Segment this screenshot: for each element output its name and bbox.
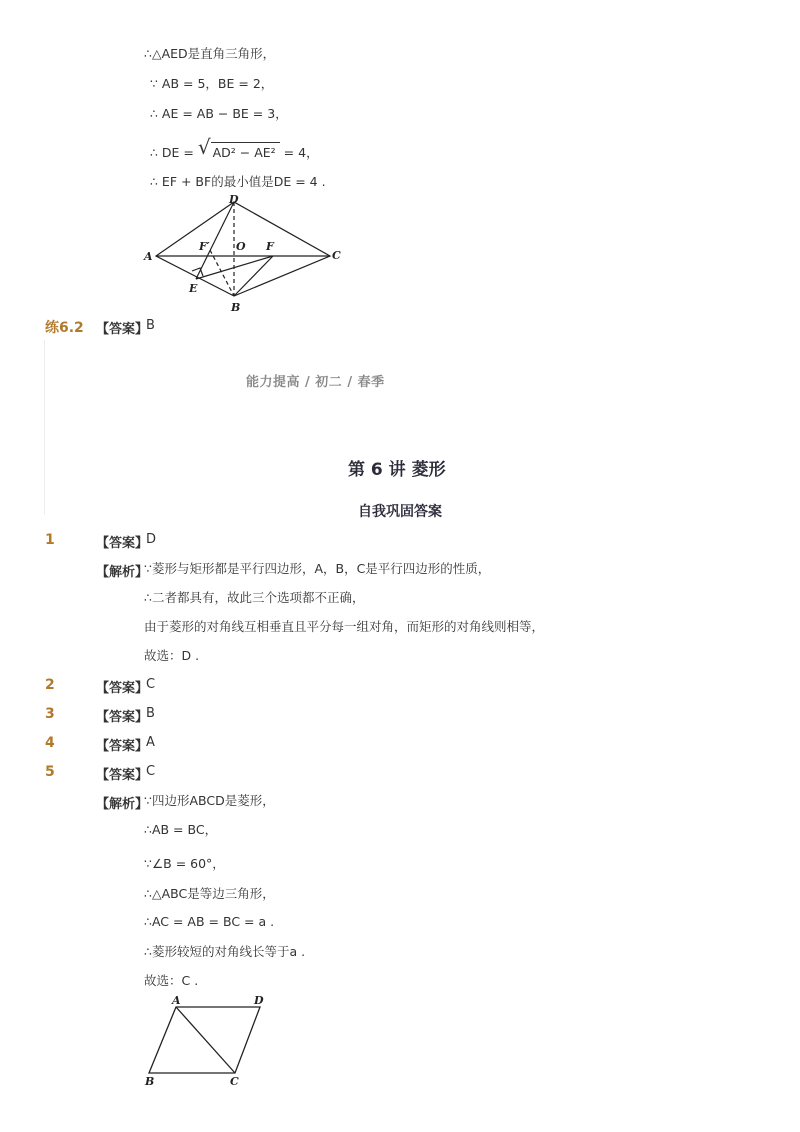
analysis-line: 故选：D . — [144, 648, 200, 663]
question-number: 1 — [45, 532, 55, 548]
sqrt-radicand: AD² − AE² — [211, 142, 280, 160]
answer-value: C — [146, 764, 156, 779]
label-B: B — [231, 301, 241, 314]
analysis-line: 由于菱形的对角线互相垂直且平分每一组对角，而矩形的对角线则相等， — [144, 619, 545, 634]
label-C: C — [230, 1075, 239, 1088]
diagonal-ac — [176, 1007, 235, 1073]
label-A: A — [144, 250, 153, 263]
analysis-tag: 【解析】 — [96, 797, 149, 812]
rhombus-figure-1 — [140, 192, 350, 317]
analysis-line: ∴AC = AB = BC = a . — [144, 914, 275, 929]
solution-line-2: ∵ AB = 5，BE = 2， — [150, 76, 274, 91]
segment-dashed-fpb — [210, 250, 234, 296]
label-F-prime: F′ — [199, 240, 210, 253]
exercise-number: 练6.2 — [45, 320, 84, 336]
analysis-line: ∵∠B = 60°， — [144, 856, 225, 871]
page-margin-rule — [44, 340, 45, 515]
label-B: B — [145, 1075, 155, 1088]
label-F: F — [266, 240, 274, 253]
label-E: E — [189, 282, 198, 295]
solution-line-4-suffix: = 4， — [279, 145, 319, 160]
section-title: 自我巩固答案 — [358, 504, 442, 520]
label-D: D — [254, 994, 264, 1007]
answer-tag: 【答案】 — [96, 536, 149, 551]
label-A: A — [172, 994, 181, 1007]
running-header: 能力提高 / 初二 / 春季 — [246, 375, 385, 390]
lecture-title: 第 6 讲 菱形 — [348, 460, 446, 480]
parallelogram-outline — [149, 1007, 260, 1073]
solution-line-1: ∴△AED是直角三角形， — [144, 46, 276, 61]
answer-value: B — [146, 318, 155, 333]
answer-value: C — [146, 677, 156, 692]
label-C: C — [332, 249, 341, 262]
answer-tag: 【答案】 — [96, 739, 149, 754]
sqrt-sign: √ — [197, 135, 211, 159]
question-number: 4 — [45, 735, 55, 751]
answer-value: A — [146, 735, 155, 750]
question-number: 3 — [45, 706, 55, 722]
answer-tag: 【答案】 — [96, 322, 149, 337]
label-O: O — [236, 240, 246, 253]
question-number: 5 — [45, 764, 55, 780]
analysis-line: ∵四边形ABCD是菱形， — [144, 793, 275, 808]
analysis-line: ∴二者都具有，故此三个选项都不正确， — [144, 590, 365, 605]
solution-line-4-prefix: ∴ DE = — [150, 145, 198, 160]
label-D: D — [229, 193, 239, 206]
answer-tag: 【答案】 — [96, 681, 149, 696]
analysis-line: ∵菱形与矩形都是平行四边形，A，B，C是平行四边形的性质， — [144, 561, 491, 576]
answer-value: D — [146, 532, 157, 547]
solution-line-4 — [150, 135, 319, 161]
analysis-line: ∴菱形较短的对角线长等于a . — [144, 944, 306, 959]
rhombus-figure-2 — [140, 992, 270, 1090]
analysis-line: 故选：C . — [144, 973, 199, 988]
answer-tag: 【答案】 — [96, 768, 149, 783]
analysis-line: ∴△ABC是等边三角形， — [144, 886, 275, 901]
answer-tag: 【答案】 — [96, 710, 149, 725]
solution-line-5: ∴ EF + BF的最小值是DE = 4 . — [150, 174, 326, 189]
answer-value: B — [146, 706, 155, 721]
solution-line-3: ∴ AE = AB − BE = 3， — [150, 106, 288, 121]
analysis-tag: 【解析】 — [96, 565, 149, 580]
question-number: 2 — [45, 677, 55, 693]
analysis-line: ∴AB = BC， — [144, 822, 218, 837]
